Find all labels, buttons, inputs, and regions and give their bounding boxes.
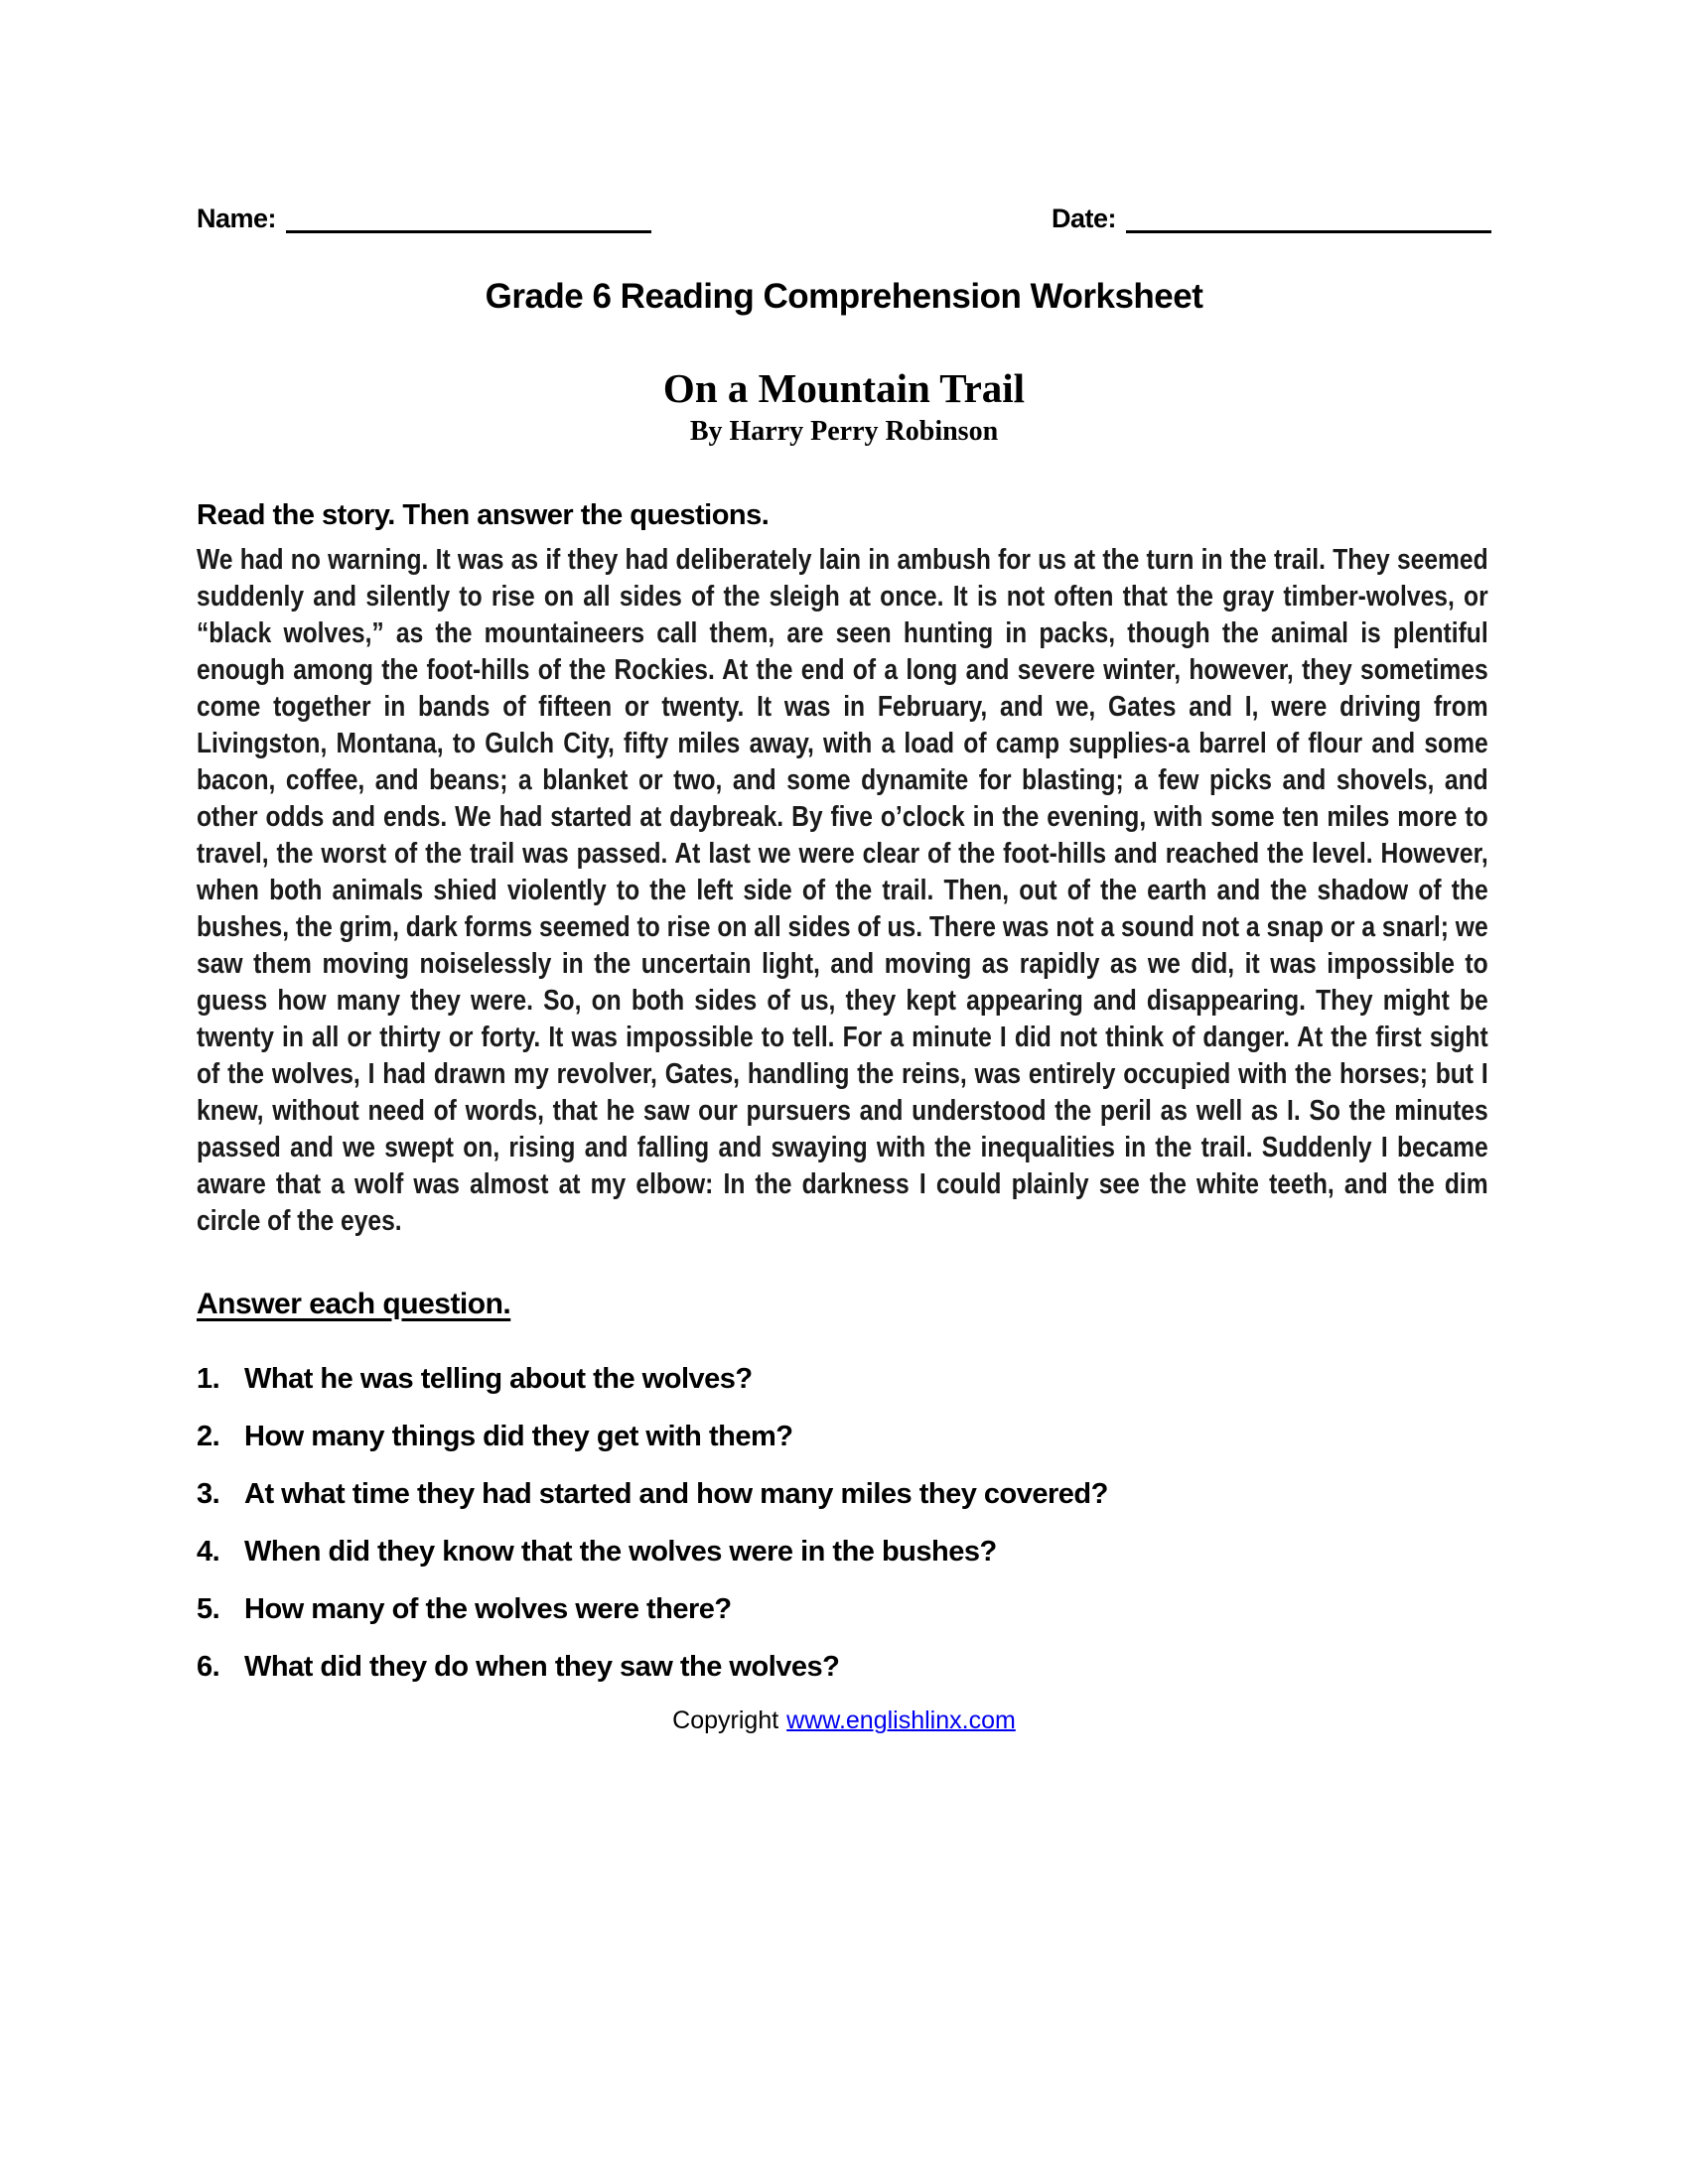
question-number: 1. — [197, 1363, 220, 1395]
copyright-link[interactable]: www.englishlinx.com — [786, 1706, 1016, 1734]
date-label: Date: — [1051, 204, 1116, 233]
story-text: We had no warning. It was as if they had deliberately lain in ambush for us at the turn in the trail. They seemed suddenly and silently to rise on all sides of the sleigh at once. It is not often that the gray timber-wolves, or “black wolves,” as the mountaineers call them, are seen hunting in packs, though the animal is plentiful enough among the foot-hills of the Rockies. At the end of a long and severe winter, however, they sometimes come together in bands of fifteen or twenty. It was in February, and we, Gates and I, were driving from Livingston, Montana, to Gulch City, fifty miles away, with a load of camp supplies-a barrel of flour and some bacon, coffee, and beans; a blanket or two, and some dynamite for blasting; a few picks and shovels, and other odds and ends. We had started at daybreak. By five o’clock in the evening, with some ten miles more to travel, the worst of the trail was passed. At last we were clear of the foot-hills and reached the level. However, when both animals shied violently to the left side of the trail. Then, out of the earth and the shadow of the bushes, the grim, dark forms seemed to rise on all sides of us. There was not a sound not a snap or a snarl; we saw them moving noiselessly in the uncertain light, and moving as rapidly as we did, it was impossible to guess how many they were. So, on both sides of us, they kept appearing and disappearing. They might be twenty in all or thirty or forty. It was impossible to tell. For a minute I did not think of danger. At the first sight of the wolves, I had drawn my revolver, Gates, handling the reins, was entirely occupied with the horses; but I knew, without need of words, that he saw our pursuers and understood the peril as well as I. So the minutes passed and we swept on, rising and falling and swaying with the inequalities in the trail. Suddenly I became aware that a wolf was almost at my elbow: In the darkness I could plainly see the white teeth, and the dim circle of the eyes. — [197, 544, 1488, 1237]
question-item-3 — [197, 1476, 1491, 1512]
question-list — [197, 1361, 1491, 1685]
question-text: What did they do when they saw the wolves? — [244, 1651, 840, 1683]
question-item-2 — [197, 1419, 1491, 1454]
question-item-5 — [197, 1591, 1491, 1627]
question-item-4 — [197, 1534, 1491, 1570]
copyright-line — [197, 1706, 1491, 1735]
date-blank-line — [1126, 206, 1491, 233]
date-field — [1052, 204, 1491, 233]
story-title: On a Mountain Trail — [662, 365, 1026, 411]
name-date-row — [197, 204, 1491, 233]
question-item-1 — [197, 1361, 1491, 1397]
question-number: 5. — [197, 1593, 220, 1625]
question-number: 4. — [197, 1536, 220, 1568]
worksheet-title: Grade 6 Reading Comprehension Worksheet — [485, 277, 1203, 316]
question-text: When did they know that the wolves were in the bushes? — [244, 1536, 997, 1568]
question-number: 6. — [197, 1651, 220, 1683]
copyright-label: Copyright — [672, 1706, 779, 1734]
question-number: 2. — [197, 1421, 220, 1452]
name-label: Name: — [197, 204, 277, 233]
question-text: How many of the wolves were there? — [244, 1593, 732, 1625]
question-text: What he was telling about the wolves? — [244, 1363, 753, 1395]
name-field — [197, 204, 651, 233]
question-text: How many things did they get with them? — [244, 1421, 793, 1452]
answer-section-heading: Answer each question. — [197, 1288, 511, 1320]
question-text: At what time they had started and how many miles they covered? — [244, 1478, 1108, 1510]
instructions-line: Read the story. Then answer the questions. — [197, 499, 770, 531]
question-item-6 — [197, 1649, 1491, 1685]
name-blank-line — [286, 206, 651, 233]
story-author: By Harry Perry Robinson — [689, 416, 999, 447]
question-number: 3. — [197, 1478, 220, 1510]
